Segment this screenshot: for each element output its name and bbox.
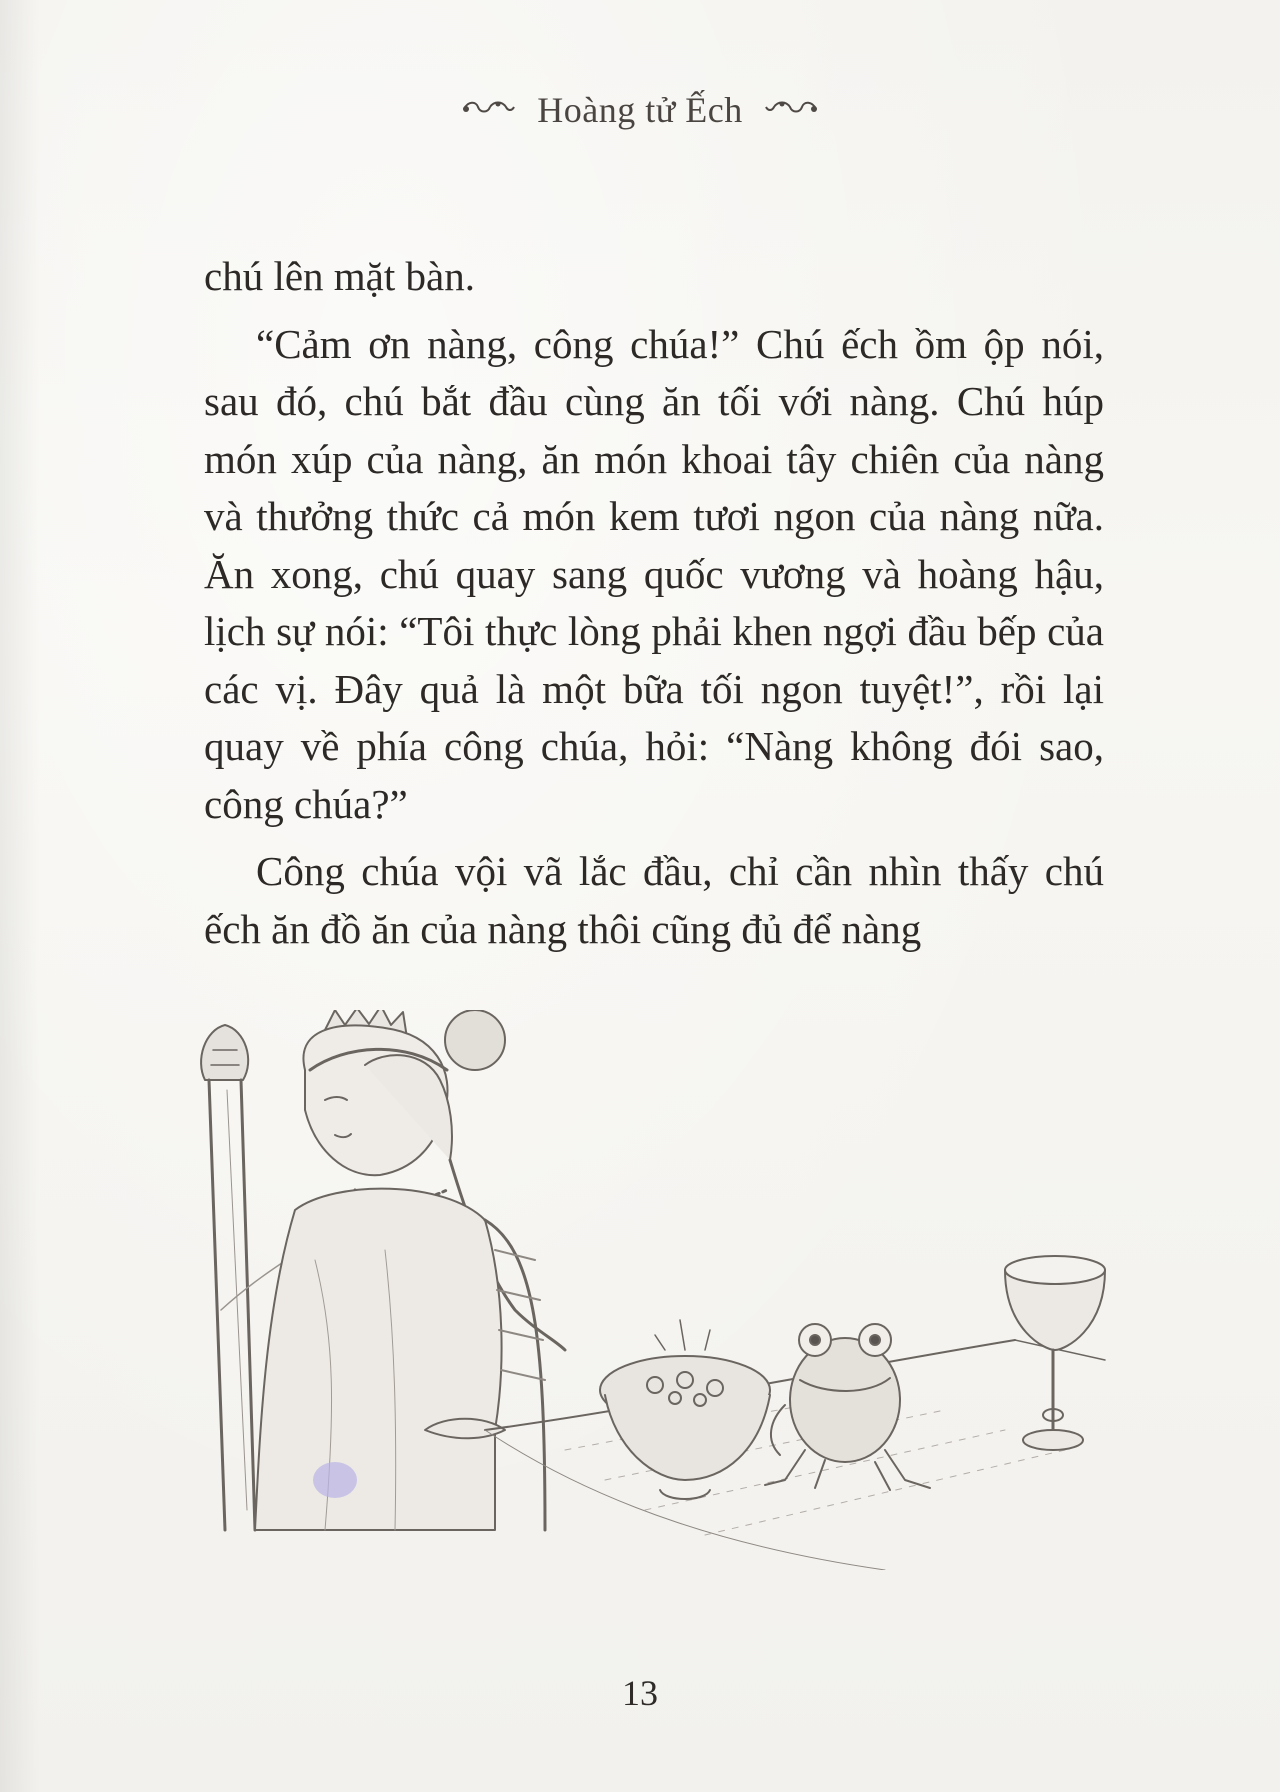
story-text (204, 248, 1104, 958)
book-title: Hoàng tử Ếch (537, 90, 743, 130)
page-edge-shadow (0, 0, 40, 1792)
frog-icon (765, 1324, 930, 1490)
princess-icon (255, 1010, 565, 1530)
bowl-icon (600, 1320, 770, 1499)
page-number: 13 (622, 1673, 658, 1713)
paragraph-2: “Cảm ơn nàng, công chúa!” Chú ếch ồm ộp nói, sau đó, chú bắt đầu cùng ăn tối với nàng. Chú húp món xúp của nàng, ăn món khoai tây chiên của nàng và thưởng thức cả món kem tươi ngon của nàng nữa. Ăn xong, chú quay sang quốc vương và hoàng hậu, lịch sự nói: “Tôi thực lòng phải khen ngợi đầu bếp của các vị. Đây quả là một bữa tối ngon tuyệt!”, rồi lại quay về phía công chúa, hỏi: “Nàng không đói sao, công chúa?” (204, 320, 1104, 827)
goblet-icon (1005, 1256, 1105, 1450)
princess-and-frog-at-table-illustration (185, 1010, 1185, 1570)
paragraph-1: chú lên mặt bàn. (204, 253, 475, 299)
right-ornament-icon (764, 97, 820, 123)
running-header (0, 88, 1280, 131)
paragraph-3: Công chúa vội vã lắc đầu, chỉ cần nhìn thấy chú ếch ăn đồ ăn của nàng thôi cũng đủ để nàng (204, 848, 1104, 952)
left-ornament-icon (460, 97, 516, 123)
